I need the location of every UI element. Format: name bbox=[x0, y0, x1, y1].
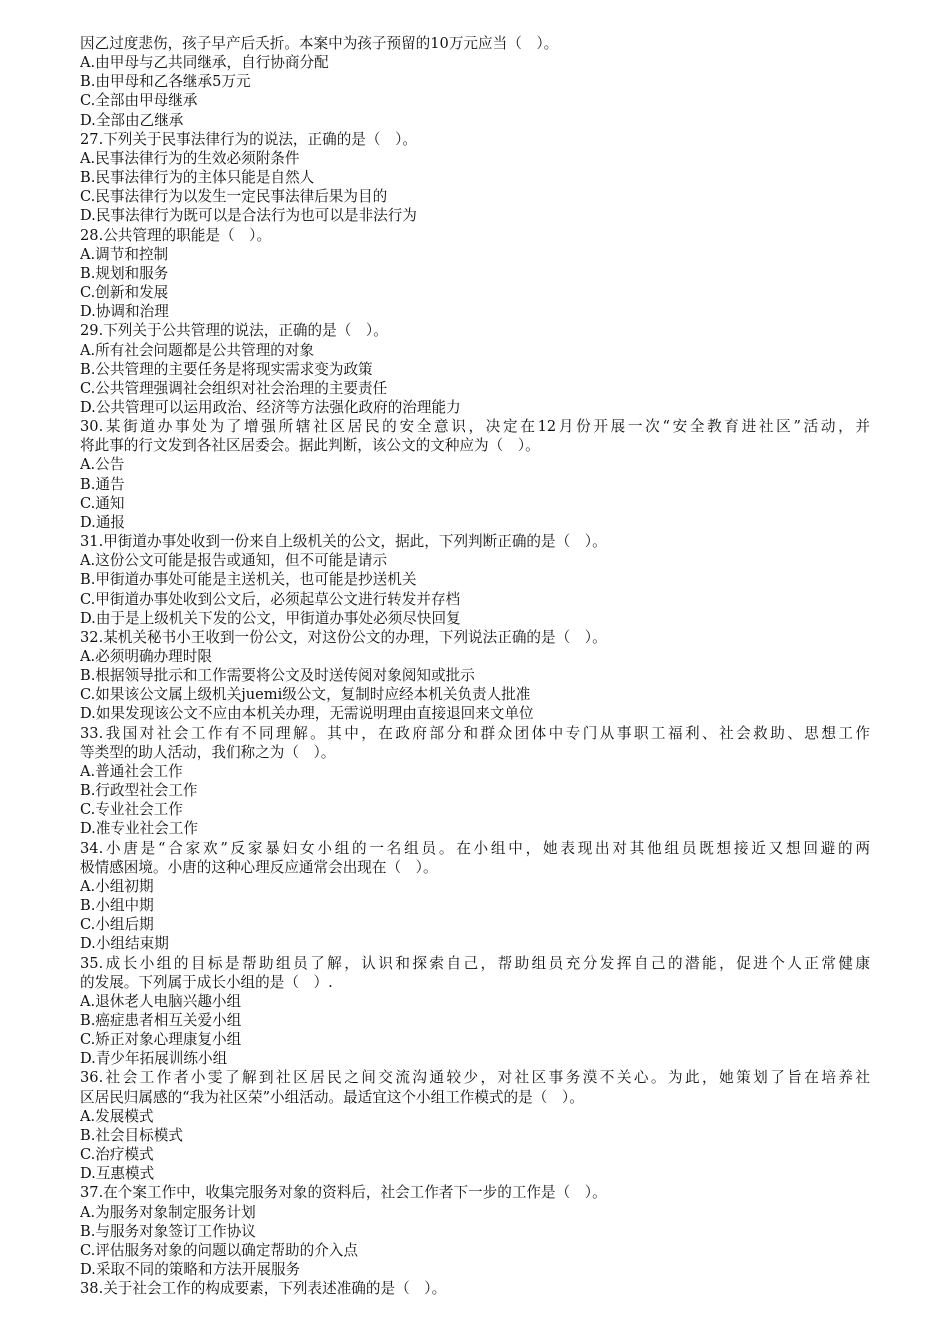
question-30 bbox=[80, 417, 870, 532]
option-a: A.由甲母与乙共同继承，自行协商分配 bbox=[80, 54, 329, 72]
question-stem-line-1: 35.成长小组的目标是帮助组员了解，认识和探索自己，帮助组员充分发挥自己的潜能，促进个人正常健康 bbox=[80, 954, 870, 972]
option-d: D.青少年拓展训练小组 bbox=[80, 1050, 228, 1068]
option-c: C.小组后期 bbox=[80, 916, 154, 934]
option-a: A.民事法律行为的生效必须附条件 bbox=[80, 149, 300, 167]
question-33 bbox=[80, 724, 870, 839]
exam-document bbox=[80, 34, 870, 1298]
option-a: A.退休老人电脑兴趣小组 bbox=[80, 992, 242, 1010]
option-a: A.所有社会问题都是公共管理的对象 bbox=[80, 341, 315, 359]
question-stem-line-2: 将此事的行文发到各社区居委会。据此判断，该公文的文种应为（ ）。 bbox=[80, 437, 540, 455]
option-b: B.甲街道办事处可能是主送机关，也可能是抄送机关 bbox=[80, 571, 417, 589]
option-c: C.创新和发展 bbox=[80, 284, 169, 302]
option-c: C.公共管理强调社会组织对社会治理的主要责任 bbox=[80, 379, 388, 397]
question-31 bbox=[80, 532, 870, 628]
question-stem-line-2: 的发展。下列属于成长小组的是（ ）. bbox=[80, 973, 333, 991]
option-d: D.协调和治理 bbox=[80, 303, 169, 321]
option-b: B.癌症患者相互关爱小组 bbox=[80, 1011, 242, 1029]
option-d: D.通报 bbox=[80, 513, 126, 531]
option-b: B.民事法律行为的主体只能是自然人 bbox=[80, 169, 315, 187]
question-stem: 因乙过度悲伤，孩子早产后夭折。本案中为孩子预留的10万元应当（ ）。 bbox=[80, 35, 559, 52]
option-a: A.必须明确办理时限 bbox=[80, 648, 212, 665]
option-a: A.普通社会工作 bbox=[80, 762, 183, 780]
option-a: A.这份公文可能是报告或通知，但不可能是请示 bbox=[80, 552, 388, 570]
question-stem-line-1: 30.某街道办事处为了增强所辖社区居民的安全意识，决定在12月份开展一次“安全教育进社区”活动，并 bbox=[80, 418, 870, 436]
option-b: B.社会目标模式 bbox=[80, 1126, 183, 1144]
option-d: D.民事法律行为既可以是合法行为也可以是非法行为 bbox=[80, 207, 417, 225]
option-a: A.公告 bbox=[80, 456, 125, 474]
option-b: B.规划和服务 bbox=[80, 264, 169, 282]
question-stem-line-2: 等类型的助人活动，我们称之为（ ）。 bbox=[80, 743, 336, 761]
option-c: C.矫正对象心理康复小组 bbox=[80, 1031, 242, 1049]
question-stem-line-2: 极情感困境。小唐的这种心理反应通常会出现在（ ）。 bbox=[80, 858, 438, 876]
option-a: A.发展模式 bbox=[80, 1107, 154, 1125]
question-stem: 29.下列关于公共管理的说法，正确的是（ ）。 bbox=[80, 322, 388, 340]
question-stem-line-1: 36.社会工作者小雯了解到社区居民之间交流沟通较少，对社区事务漠不关心。为此，她策划了旨在培养社 bbox=[80, 1069, 870, 1087]
question-28 bbox=[80, 226, 870, 322]
option-d: D.互惠模式 bbox=[80, 1165, 155, 1183]
option-a: A.调节和控制 bbox=[80, 245, 169, 263]
question-27 bbox=[80, 130, 870, 226]
question-37 bbox=[80, 1183, 870, 1279]
question-stem-line-1: 33.我国对社会工作有不同理解。其中，在政府部分和群众团体中专门从事职工福利、社会救助、思想工作 bbox=[80, 724, 870, 742]
option-d: D.如果发现该公文不应由本机关办理，无需说明理由直接退回来文单位 bbox=[80, 705, 534, 723]
option-d: D.准专业社会工作 bbox=[80, 820, 198, 838]
option-d: D.由于是上级机关下发的公文，甲街道办事处必须尽快回复 bbox=[80, 609, 461, 627]
question-29 bbox=[80, 321, 870, 417]
option-c: C.评估服务对象的问题以确定帮助的介入点 bbox=[80, 1241, 358, 1259]
question-36 bbox=[80, 1068, 870, 1183]
option-b: B.行政型社会工作 bbox=[80, 782, 198, 800]
option-d: D.采取不同的策略和方法开展服务 bbox=[80, 1261, 301, 1278]
option-c: C.全部由甲母继承 bbox=[80, 92, 198, 110]
question-intro bbox=[80, 34, 870, 130]
question-stem: 31.甲街道办事处收到一份来自上级机关的公文，据此，下列判断正确的是（ ）。 bbox=[80, 533, 607, 551]
option-b: B.通告 bbox=[80, 475, 125, 493]
option-c: C.民事法律行为以发生一定民事法律后果为目的 bbox=[80, 188, 388, 206]
question-stem: 37.在个案工作中，收集完服务对象的资料后，社会工作者下一步的工作是（ ）。 bbox=[80, 1184, 607, 1202]
question-stem: 32.某机关秘书小王收到一份公文，对这份公文的办理，下列说法正确的是（ ）。 bbox=[80, 628, 607, 646]
option-d: D.全部由乙继承 bbox=[80, 111, 184, 129]
option-c: C.通知 bbox=[80, 494, 125, 512]
question-stem: 38.关于社会工作的构成要素，下列表述准确的是（ ）。 bbox=[80, 1280, 447, 1298]
option-a: A.为服务对象制定服务计划 bbox=[80, 1203, 256, 1221]
question-stem: 27.下列关于民事法律行为的说法，正确的是（ ）。 bbox=[80, 130, 417, 148]
option-b: B.与服务对象签订工作协议 bbox=[80, 1222, 256, 1240]
option-c: C.如果该公文属上级机关juemi级公文，复制时应经本机关负责人批准 bbox=[80, 686, 531, 704]
option-b: B.公共管理的主要任务是将现实需求变为政策 bbox=[80, 360, 373, 378]
option-b: B.由甲母和乙各继承5万元 bbox=[80, 73, 251, 91]
question-stem-line-1: 34.小唐是“合家欢”反家暴妇女小组的一名组员。在小组中，她表现出对其他组员既想接近又想回避的两 bbox=[80, 839, 870, 857]
option-c: C.甲街道办事处收到公文后，必须起草公文进行转发并存档 bbox=[80, 590, 461, 608]
question-32 bbox=[80, 628, 870, 724]
question-34 bbox=[80, 839, 870, 954]
question-stem: 28.公共管理的职能是（ ）。 bbox=[80, 226, 272, 244]
option-c: C.专业社会工作 bbox=[80, 801, 183, 819]
question-stem-line-2: 区居民归属感的“我为社区荣”小组活动。最适宜这个小组工作模式的是（ ）。 bbox=[80, 1088, 584, 1106]
option-b: B.根据领导批示和工作需要将公文及时送传阅对象阅知或批示 bbox=[80, 667, 475, 685]
option-b: B.小组中期 bbox=[80, 897, 154, 915]
option-c: C.治疗模式 bbox=[80, 1146, 154, 1164]
option-d: D.小组结束期 bbox=[80, 935, 169, 953]
question-38 bbox=[80, 1279, 870, 1298]
question-35 bbox=[80, 954, 870, 1069]
option-a: A.小组初期 bbox=[80, 877, 154, 895]
option-d: D.公共管理可以运用政治、经济等方法强化政府的治理能力 bbox=[80, 398, 461, 416]
